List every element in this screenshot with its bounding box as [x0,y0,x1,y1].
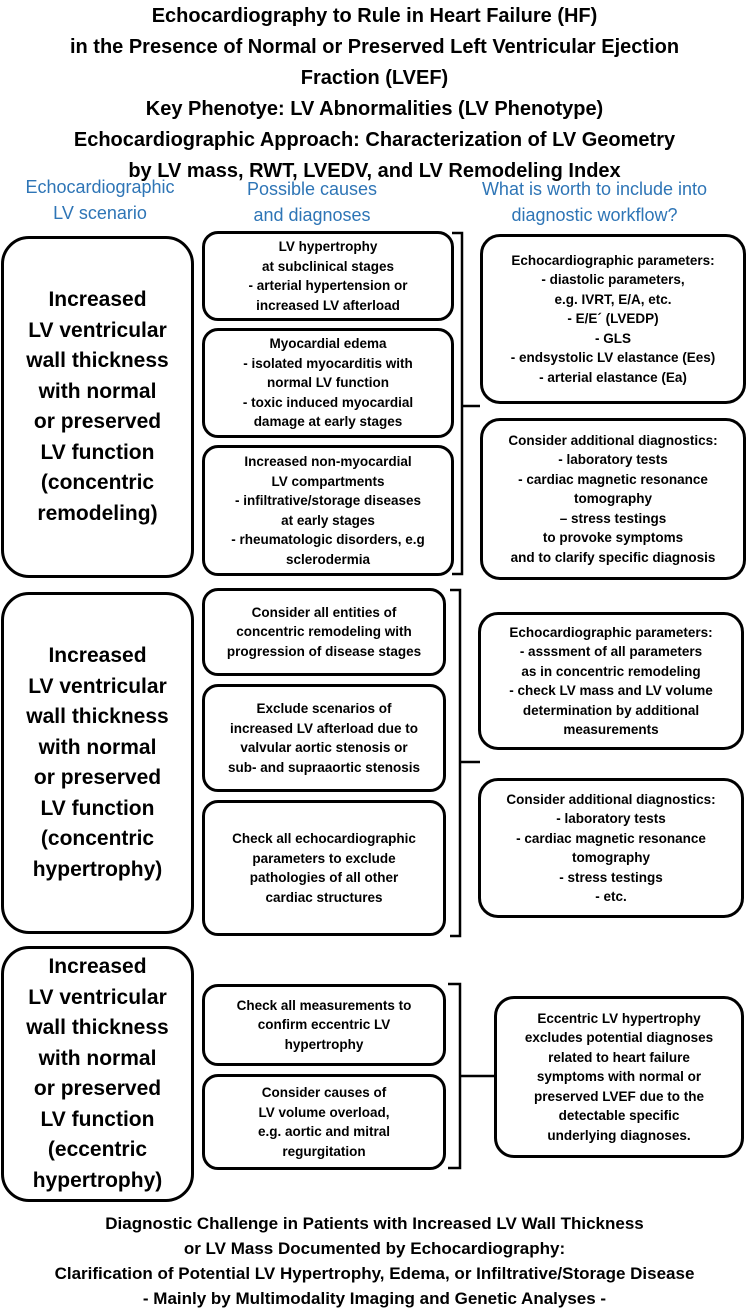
workflow-box-echo-parameters-2: Echocardiographic parameters: - asssment of all parameters as in concentric remodeling - check LV mass and LV volume determination by additional measurements [478,612,744,750]
cause-box-concentric-entities: Consider all entities of concentric remodeling with progression of disease stages [202,588,446,676]
footer-line-1: Diagnostic Challenge in Patients with Increased LV Wall Thickness [105,1214,644,1233]
column-header-workflow: What is worth to include into diagnostic workflow? [481,179,708,225]
cause-box-confirm-eccentric: Check all measurements to confirm eccentric LV hypertrophy [202,984,446,1066]
workflow-box-echo-parameters-1: Echocardiographic parameters: - diastolic parameters, e.g. IVRT, E/A, etc. - E/E´ (LVEDP) - GLS - endsystolic LV elastance (Ees) - arterial elastance (Ea) [480,234,746,404]
title-line-3: Fraction (LVEF) [300,67,449,89]
workflow-box-eccentric-conclusion: Eccentric LV hypertrophy excludes potential diagnoses related to heart failure symptoms with normal or preserved LVEF due to the detectable specific underlying diagnoses. [494,996,744,1158]
title-line-4: Key Phenotye: LV Abnormalities (LV Phenotype) [145,98,604,120]
brace-section-3 [448,984,460,1168]
footer-line-3: Clarification of Potential LV Hypertrophy, Edema, or Infiltrative/Storage Disease [54,1264,695,1283]
workflow-box-additional-diagnostics-1: Consider additional diagnostics: - laboratory tests - cardiac magnetic resonance tomography – stress testings to provoke symptoms and to clarify specific diagnosis [480,418,746,580]
cause-box-check-parameters: Check all echocardiographic parameters to exclude pathologies of all other cardiac structures [202,800,446,936]
title-line-1: Echocardiography to Rule in Heart Failure (HF) [151,5,598,27]
cause-box-volume-overload: Consider causes of LV volume overload, e.g. aortic and mitral regurgitation [202,1074,446,1170]
workflow-box-additional-diagnostics-2: Consider additional diagnostics: - laboratory tests - cardiac magnetic resonance tomography - stress testings - etc. [478,778,744,918]
brace-section-1 [452,233,462,574]
footer-block [0,1211,749,1311]
title-line-2: in the Presence of Normal or Preserved Left Ventricular Ejection [69,36,680,58]
scenario-box-concentric-hypertrophy: Increased LV ventricular wall thickness with normal or preserved LV function (concentric hypertrophy) [1,592,194,934]
column-header-scenario: Echocardiographic LV scenario [25,177,175,223]
cause-box-non-myocardial-compartments: Increased non-myocardial LV compartments - infiltrative/storage diseases at early stages - rheumatologic disorders, e.g sclerodermia [202,445,454,576]
title-line-6: by LV mass, RWT, LVEDV, and LV Remodeling Index [128,160,621,182]
cause-box-lv-hypertrophy: LV hypertrophy at subclinical stages - arterial hypertension or increased LV afterload [202,231,454,321]
footer-line-2: or LV Mass Documented by Echocardiography: [183,1239,566,1258]
brace-section-2 [450,590,460,936]
cause-box-myocardial-edema: Myocardial edema - isolated myocarditis with normal LV function - toxic induced myocardial damage at early stages [202,328,454,438]
cause-box-exclude-afterload: Exclude scenarios of increased LV afterload due to valvular aortic stenosis or sub- and supraaortic stenosis [202,684,446,792]
scenario-box-concentric-remodeling: Increased LV ventricular wall thickness with normal or preserved LV function (concentric remodeling) [1,236,194,578]
title-line-5: Echocardiographic Approach: Characterization of LV Geometry [73,129,676,151]
footer-line-4: - Mainly by Multimodality Imaging and Genetic Analyses - [142,1289,607,1308]
scenario-box-eccentric-hypertrophy: Increased LV ventricular wall thickness with normal or preserved LV function (eccentric hypertrophy) [1,946,194,1202]
column-header-causes: Possible causes and diagnoses [246,179,378,225]
